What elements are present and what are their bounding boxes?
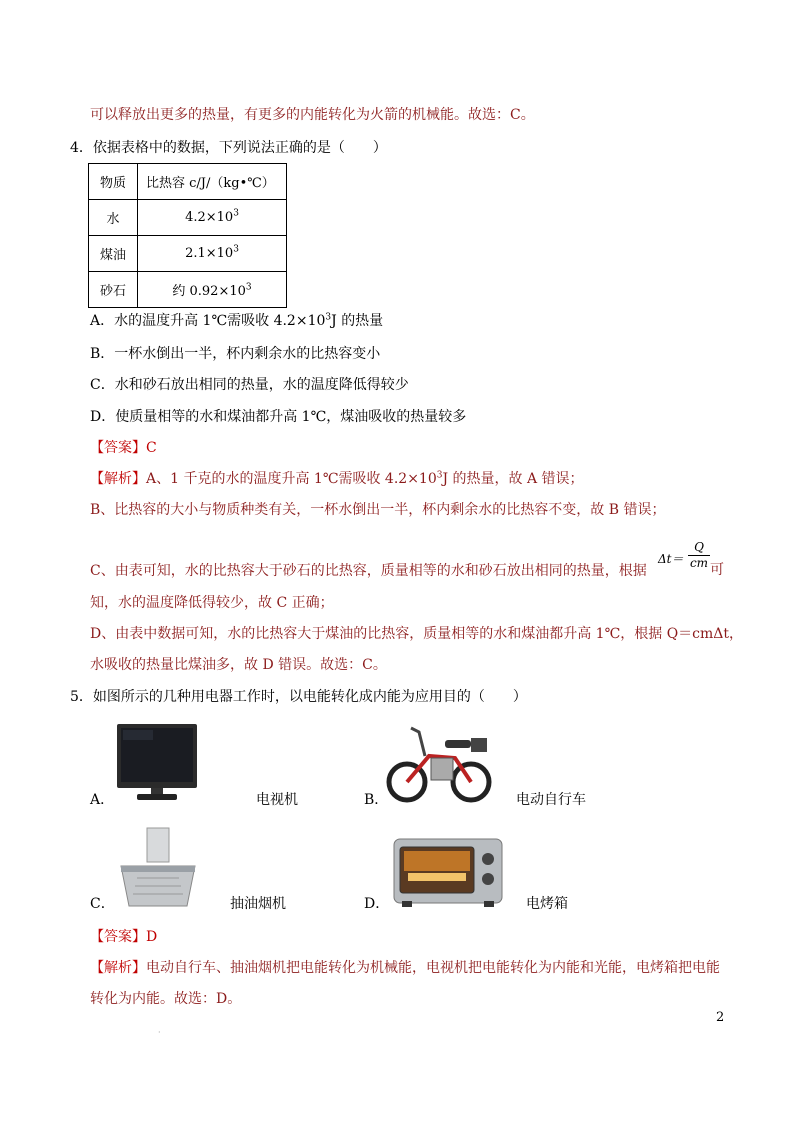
table-row xyxy=(89,236,287,272)
question-4-explanation-c: C、由表可知，水的比热容大于砂石的比热容，质量相等的水和砂石放出相同的热量，根据 xyxy=(90,563,647,579)
table-header-substance: 物质 xyxy=(89,164,138,200)
option-d-letter: D． xyxy=(364,896,390,912)
table-header-capacity: 比热容 c/J/（kg•℃） xyxy=(138,164,287,200)
table-cell-substance: 煤油 xyxy=(89,236,138,272)
table-cell-value xyxy=(138,236,287,272)
question-4-option-d: D．使质量相等的水和煤油都升高 1℃，煤油吸收的热量较多 xyxy=(90,409,467,425)
question-4-option-b: B．一杯水倒出一半，杯内剩余水的比热容变小 xyxy=(90,346,381,362)
option-b-label: 电动自行车 xyxy=(516,792,586,808)
prev-answer-tail: 可以释放出更多的热量，有更多的内能转化为火箭的机械能。故选：C。 xyxy=(90,107,535,123)
option-a-letter: A． xyxy=(90,792,115,808)
value-exponent: 3 xyxy=(233,208,239,219)
exponent: 3 xyxy=(325,312,332,323)
page-number: 2 xyxy=(716,1010,725,1025)
option-d-label: 电烤箱 xyxy=(526,896,568,912)
formula-fraction xyxy=(688,541,710,570)
option-a-label: 电视机 xyxy=(256,792,298,808)
exponent: 3 xyxy=(436,470,443,481)
question-4-option-c: C．水和砂石放出相同的热量，水的温度降低得较少 xyxy=(90,377,409,393)
value-exponent: 3 xyxy=(245,282,252,293)
value-exponent: 3 xyxy=(233,244,239,255)
text: J 的热量 xyxy=(331,313,384,329)
range-hood-picture xyxy=(115,826,201,910)
formula-denominator: cm xyxy=(689,556,709,570)
question-4-answer: 【答案】C xyxy=(90,440,157,456)
question-4-explanation-c2: 知，水的温度降低得较少，故 C 正确； xyxy=(90,595,334,611)
table-cell-value xyxy=(138,200,287,236)
question-4-option-a xyxy=(90,311,383,331)
text: 电动自行车、抽油烟机把电能转化为机械能，电视机把电能转化为内能和光能，电烤箱把电能 xyxy=(146,960,720,976)
formula-lhs: Δt＝ xyxy=(658,552,684,566)
value-base: 约 0.92×10 xyxy=(172,284,246,299)
option-c-label: 抽油烟机 xyxy=(230,896,286,912)
question-4-explanation-b: B、比热容的大小与物质种类有关，一杯水倒出一半，杯内剩余水的比热容不变，故 B 错误； xyxy=(90,502,666,518)
table-cell-substance: 水 xyxy=(89,200,138,236)
question-4-explanation-d2: 水吸收的热量比煤油多，故 D 错误。故选：C。 xyxy=(90,657,387,673)
explanation-tag: 【解析】 xyxy=(90,960,146,976)
table-header-row xyxy=(89,164,287,200)
option-b-letter: B． xyxy=(364,792,389,808)
text: A、1 千克的水的温度升高 1℃需吸收 4.2×10 xyxy=(146,471,437,487)
table-cell-substance: 砂石 xyxy=(89,272,138,308)
question-4-explanation-a xyxy=(90,469,584,489)
table-row xyxy=(89,272,287,308)
table-cell-value xyxy=(138,272,287,308)
formula-numerator: Q xyxy=(694,540,704,554)
question-4-stem: 4．依据表格中的数据，下列说法正确的是（ ） xyxy=(70,140,387,156)
formula-tail: 可 xyxy=(710,562,724,578)
table-row xyxy=(89,200,287,236)
text: J 的热量，故 A 错误； xyxy=(442,471,584,487)
question-4-explanation-d: D、由表中数据可知，水的比热容大于煤油的比热容，质量相等的水和煤油都升高 1℃，根据 Q＝cmΔt， xyxy=(90,626,744,642)
specific-heat-table xyxy=(88,163,287,308)
delta-t-formula xyxy=(658,540,724,578)
text: A．水的温度升高 1℃需吸收 4.2×10 xyxy=(90,313,326,329)
explanation-tag: 【解析】 xyxy=(90,471,146,487)
footer-dot: · xyxy=(158,1028,161,1037)
value-base: 2.1×10 xyxy=(185,246,234,261)
option-c-letter: C． xyxy=(90,896,115,912)
question-5-explanation-1 xyxy=(90,958,720,978)
question-5-stem: 5．如图所示的几种用电器工作时，以电能转化成内能为应用目的（ ） xyxy=(70,689,527,705)
television-picture xyxy=(115,722,199,804)
value-base: 4.2×10 xyxy=(185,210,234,225)
question-5-explanation-2: 转化为内能。故选：D。 xyxy=(90,991,242,1007)
question-5-answer: 【答案】D xyxy=(90,929,158,945)
electric-bicycle-picture xyxy=(385,718,495,808)
toaster-oven-picture xyxy=(392,835,506,909)
